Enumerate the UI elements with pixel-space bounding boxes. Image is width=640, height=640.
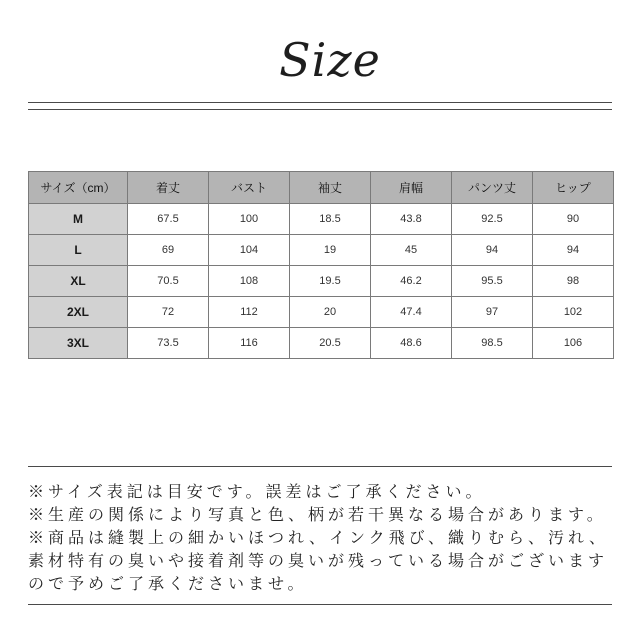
table-cell: 116 xyxy=(209,328,290,359)
size-label-cell: L xyxy=(29,235,128,266)
table-header-row xyxy=(29,172,614,204)
table-cell: 20.5 xyxy=(290,328,371,359)
table-cell: 48.6 xyxy=(371,328,452,359)
table-cell: 106 xyxy=(533,328,614,359)
size-table xyxy=(28,171,614,359)
table-cell: 100 xyxy=(209,204,290,235)
table-cell: 102 xyxy=(533,297,614,328)
size-label-cell: XL xyxy=(29,266,128,297)
table-cell: 95.5 xyxy=(452,266,533,297)
header-cell-length: 着丈 xyxy=(128,172,209,204)
table-cell: 20 xyxy=(290,297,371,328)
header-cell-hip: ヒップ xyxy=(533,172,614,204)
table-cell: 46.2 xyxy=(371,266,452,297)
table-cell: 97 xyxy=(452,297,533,328)
size-label-cell: M xyxy=(29,204,128,235)
note-line: ので予めご了承くださいませ。 xyxy=(28,576,308,593)
table-cell: 94 xyxy=(533,235,614,266)
table-cell: 45 xyxy=(371,235,452,266)
table-cell: 90 xyxy=(533,204,614,235)
table-cell: 73.5 xyxy=(128,328,209,359)
note-line: 素材特有の臭いや接着剤等の臭いが残っている場合がございます xyxy=(28,553,609,570)
header-cell-shoulder: 肩幅 xyxy=(371,172,452,204)
table-cell: 92.5 xyxy=(452,204,533,235)
table-cell: 98 xyxy=(533,266,614,297)
table-cell: 112 xyxy=(209,297,290,328)
note-line: ※サイズ表記は目安です。誤差はご了承ください。 xyxy=(28,484,486,501)
table-cell: 19 xyxy=(290,235,371,266)
table-row xyxy=(29,297,614,328)
size-label-cell: 3XL xyxy=(29,328,128,359)
table-cell: 18.5 xyxy=(290,204,371,235)
header-cell-pants-length: パンツ丈 xyxy=(452,172,533,204)
size-label-cell: 2XL xyxy=(29,297,128,328)
table-row xyxy=(29,266,614,297)
title-divider-upper xyxy=(28,102,612,103)
header-cell-sleeve: 袖丈 xyxy=(290,172,371,204)
note-line: ※商品は縫製上の細かいほつれ、インク飛び、織りむら、汚れ、 xyxy=(28,530,609,547)
table-cell: 98.5 xyxy=(452,328,533,359)
table-cell: 104 xyxy=(209,235,290,266)
table-cell: 69 xyxy=(128,235,209,266)
page-title: Size xyxy=(279,33,381,87)
table-row xyxy=(29,328,614,359)
notes-divider-bottom xyxy=(28,604,612,605)
table-cell: 19.5 xyxy=(290,266,371,297)
table-cell: 67.5 xyxy=(128,204,209,235)
notes-section xyxy=(28,481,618,596)
header-cell-bust: バスト xyxy=(209,172,290,204)
table-cell: 94 xyxy=(452,235,533,266)
table-row xyxy=(29,235,614,266)
header-cell-size: サイズ（cm） xyxy=(29,172,128,204)
table-row xyxy=(29,204,614,235)
table-cell: 43.8 xyxy=(371,204,452,235)
table-cell: 70.5 xyxy=(128,266,209,297)
title-divider-lower xyxy=(28,109,612,110)
note-line: ※生産の関係により写真と色、柄が若干異なる場合があります。 xyxy=(28,507,607,524)
notes-divider-top xyxy=(28,466,612,467)
table-cell: 47.4 xyxy=(371,297,452,328)
table-cell: 72 xyxy=(128,297,209,328)
table-cell: 108 xyxy=(209,266,290,297)
